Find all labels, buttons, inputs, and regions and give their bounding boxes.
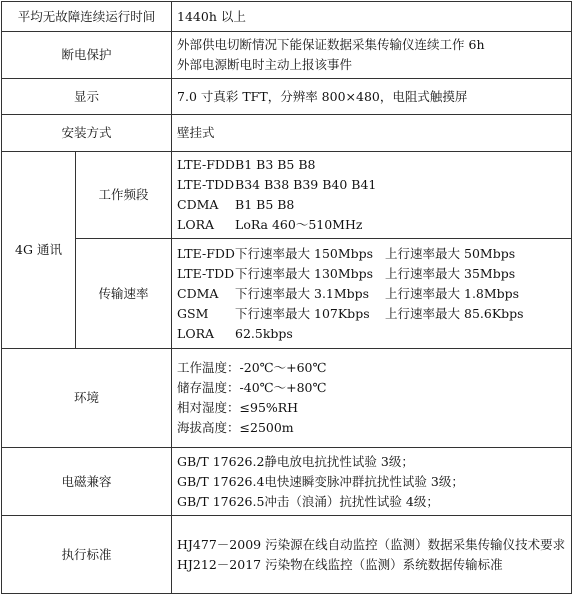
mtbf-value: 1440h 以上 [172, 2, 572, 32]
std-line: HJ212－2017 污染物在线监控（监测）系统数据传输标准 [177, 556, 503, 572]
power-off-line: 外部供电切断情况下能保证数据采集传输仪连续工作 6h [177, 37, 485, 52]
row-comm-band [2, 152, 572, 239]
row-power-off [2, 32, 572, 79]
row-std [2, 516, 572, 594]
rate-down: 下行速率最大 3.1Mbps [235, 285, 370, 301]
rate-up: 上行速率最大 35Mbps [385, 265, 516, 281]
rate-line [177, 304, 566, 324]
band-value: B1 B5 B8 [235, 197, 295, 212]
rate-up: 上行速率最大 50Mbps [385, 245, 516, 261]
rate-up: 上行速率最大 85.6Kbps [385, 305, 524, 321]
row-env [2, 349, 572, 448]
rate-line [177, 284, 566, 304]
band-line [177, 195, 566, 215]
power-off-line: 外部电源断电时主动上报该事件 [177, 57, 353, 72]
band-line [177, 155, 566, 175]
rate-name: LTE-FDD [177, 245, 235, 261]
band-value: B34 B38 B39 B40 B41 [235, 177, 377, 192]
rate-down: 下行速率最大 150Mbps [235, 245, 374, 261]
rate-name: LORA [177, 325, 215, 341]
band-label: 工作频段 [76, 152, 172, 239]
rate-line [177, 264, 566, 284]
emc-label: 电磁兼容 [2, 448, 172, 516]
rate-name: CDMA [177, 285, 219, 301]
spec-table [1, 1, 572, 594]
display-label: 显示 [2, 79, 172, 115]
mtbf-label: 平均无故障连续运行时间 [2, 2, 172, 32]
row-emc [2, 448, 572, 516]
install-label: 安装方式 [2, 115, 172, 152]
band-line [177, 215, 566, 235]
band-value: B1 B3 B5 B8 [235, 157, 316, 172]
display-value: 7.0 寸真彩 TFT，分辨率 800×480，电阻式触摸屏 [172, 79, 572, 115]
rate-name: LTE-TDD [177, 265, 235, 281]
env-line: 储存温度：-40℃～+80℃ [177, 380, 327, 395]
env-label: 环境 [2, 349, 172, 448]
emc-line: GB/T 17626.2静电放电抗扰性试验 3级； [177, 453, 414, 469]
rate-up: 上行速率最大 1.8Mbps [385, 285, 520, 301]
rate-line [177, 324, 566, 344]
rate-name: GSM [177, 305, 209, 321]
band-name: LTE-FDD [177, 157, 235, 172]
install-value: 壁挂式 [172, 115, 572, 152]
rate-down: 62.5kbps [235, 325, 293, 341]
comm-label: 4G 通讯 [2, 152, 76, 349]
rate-values [172, 239, 572, 349]
row-install [2, 115, 572, 152]
rate-line [177, 244, 566, 264]
rate-label: 传输速率 [76, 239, 172, 349]
band-line [177, 175, 566, 195]
band-name: LORA [177, 217, 215, 232]
rate-down: 下行速率最大 107Kbps [235, 305, 370, 321]
power-off-value [172, 32, 572, 79]
emc-values [172, 448, 572, 516]
row-display [2, 79, 572, 115]
band-value: LoRa 460～510MHz [235, 217, 363, 232]
env-line: 相对湿度：≤95%RH [177, 400, 299, 415]
std-label: 执行标准 [2, 516, 172, 594]
env-line: 工作温度：-20℃～+60℃ [177, 360, 327, 375]
band-values [172, 152, 572, 239]
band-name: CDMA [177, 197, 219, 212]
env-values [172, 349, 572, 448]
power-off-label: 断电保护 [2, 32, 172, 79]
env-line: 海拔高度：≤2500m [177, 420, 294, 435]
row-comm-rate [2, 239, 572, 349]
std-values [172, 516, 572, 594]
band-name: LTE-TDD [177, 177, 235, 192]
emc-line: GB/T 17626.4电快速瞬变脉冲群抗扰性试验 3级； [177, 473, 464, 489]
emc-line: GB/T 17626.5冲击（浪涌）抗扰性试验 4级； [177, 493, 439, 509]
row-mtbf [2, 2, 572, 32]
rate-down: 下行速率最大 130Mbps [235, 265, 374, 281]
std-line: HJ477－2009 污染源在线自动监控（监测）数据采集传输仪技术要求 [177, 536, 566, 552]
